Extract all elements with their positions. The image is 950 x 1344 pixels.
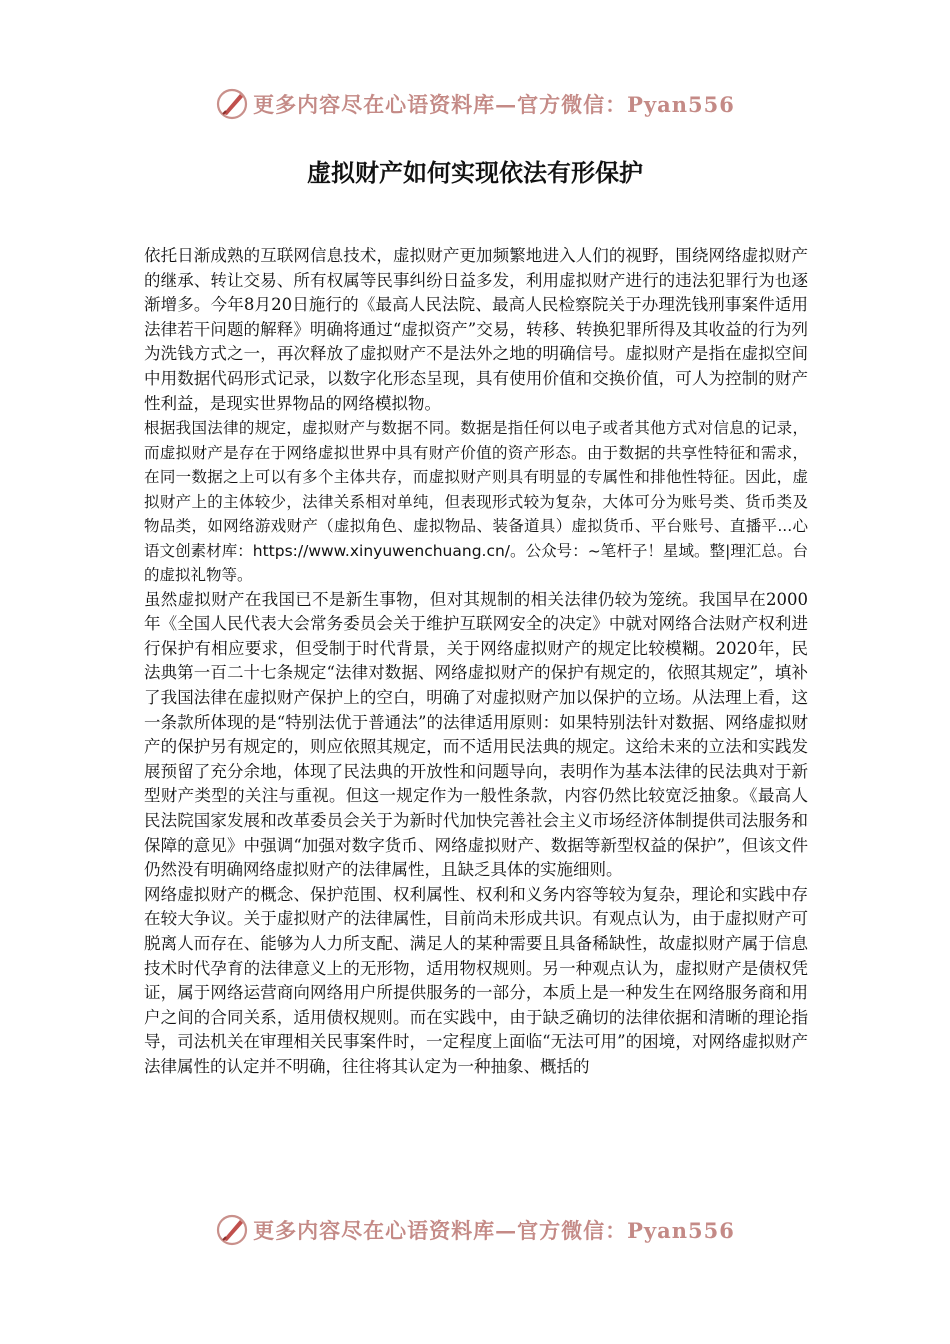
quill-pen-icon: [215, 87, 249, 121]
paragraph-1: 依托日渐成熟的互联网信息技术，虚拟财产更加频繁地进入人们的视野，围绕网络虚拟财产的继承、转让交易、所有权属等民事纠纷日益多发，利用虚拟财产进行的违法犯罪行为也逐渐增多。今年8月20日施行的《最高人民法院、最高人民检察院关于办理洗钱刑事案件适用法律若干问题的解释》明确将通过“虚拟资产”交易，转移、转换犯罪所得及其收益的行为列为洗钱方式之一，再次释放了虚拟财产不是法外之地的明确信号。虚拟财产是指在虚拟空间中用数据代码形式记录，以数字化形态呈现，具有使用价值和交换价值，可人为控制的财产性利益，是现实世界物品的网络模拟物。: [144, 246, 808, 413]
paragraph-2: 根据我国法律的规定，虚拟财产与数据不同。数据是指任何以电子或者其他方式对信息的记录，而虚拟财产是存在于网络虚拟世界中具有财产价值的资产形态。由于数据的共享性特征和需求，在同一数据之上可以有多个主体共存，而虚拟财产则具有明显的专属性和排他性特征。因此，虚拟财产上的主体较少，法律关系相对单纯，但表现形式较为复杂，大体可分为账号类、货币类及物品类，如网络游戏财产（虚拟角色、虚拟物品、装备道具）虚拟货币、平台账号、直播平...心语文创素材库：https://www.xinyuwenchuang.cn/。公众号：~笔杆子！星域。整|理汇总。台的虚拟礼物等。: [144, 419, 808, 585]
quill-pen-icon: [215, 1213, 249, 1247]
header-watermark-banner: [0, 86, 950, 122]
banner-text: 更多内容尽在心语资料库—官方微信：Pyan556: [253, 1218, 735, 1243]
article-body: [144, 244, 808, 1080]
paragraph-3: 虽然虚拟财产在我国已不是新生事物，但对其规制的相关法律仍较为笼统。我国早在2000年《全国人民代表大会常务委员会关于维护互联网安全的决定》中就对网络合法财产权利进行保护有相应要求，但受制于时代背景，关于网络虚拟财产的规定比较模糊。2020年，民法典第一百二十七条规定“法律对数据、网络虚拟财产的保护有规定的，依照其规定”，填补了我国法律在虚拟财产保护上的空白，明确了对虚拟财产加以保护的立场。从法理上看，这一条款所体现的是“特别法优于普通法”的法律适用原则：如果特别法针对数据、网络虚拟财产的保护另有规定的，则应依照其规定，而不适用民法典的规定。这给未来的立法和实践发展预留了充分余地，体现了民法典的开放性和问题导向，表明作为基本法律的民法典对于新型财产类型的关注与重视。但这一规定作为一般性条款，内容仍然比较宽泛抽象。《最高人民法院国家发展和改革委员会关于为新时代加快完善社会主义市场经济体制提供司法服务和保障的意见》中强调“加强对数字货币、网络虚拟财产、数据等新型权益的保护”，但该文件仍然没有明确网络虚拟财产的法律属性，且缺乏具体的实施细则。: [144, 589, 808, 880]
banner-text: 更多内容尽在心语资料库—官方微信：Pyan556: [253, 92, 735, 117]
paragraph-4: 网络虚拟财产的概念、保护范围、权利属性、权利和义务内容等较为复杂，理论和实践中存在较大争议。关于虚拟财产的法律属性，目前尚未形成共识。有观点认为，由于虚拟财产可脱离人而存在、能够为人力所支配、满足人的某种需要且具备稀缺性，故虚拟财产属于信息技术时代孕育的法律意义上的无形物，适用物权规则。另一种观点认为，虚拟财产是债权凭证，属于网络运营商向网络用户所提供服务的一部分，本质上是一种发生在网络服务商和用户之间的合同关系，适用债权规则。而在实践中，由于缺乏确切的法律依据和清晰的理论指导，司法机关在审理相关民事案件时，一定程度上面临“无法可用”的困境，对网络虚拟财产法律属性的认定并不明确，往往将其认定为一种抽象、概括的: [144, 884, 808, 1076]
footer-watermark-banner: [0, 1212, 950, 1248]
page-title: 虚拟财产如何实现依法有形保护: [307, 158, 643, 187]
